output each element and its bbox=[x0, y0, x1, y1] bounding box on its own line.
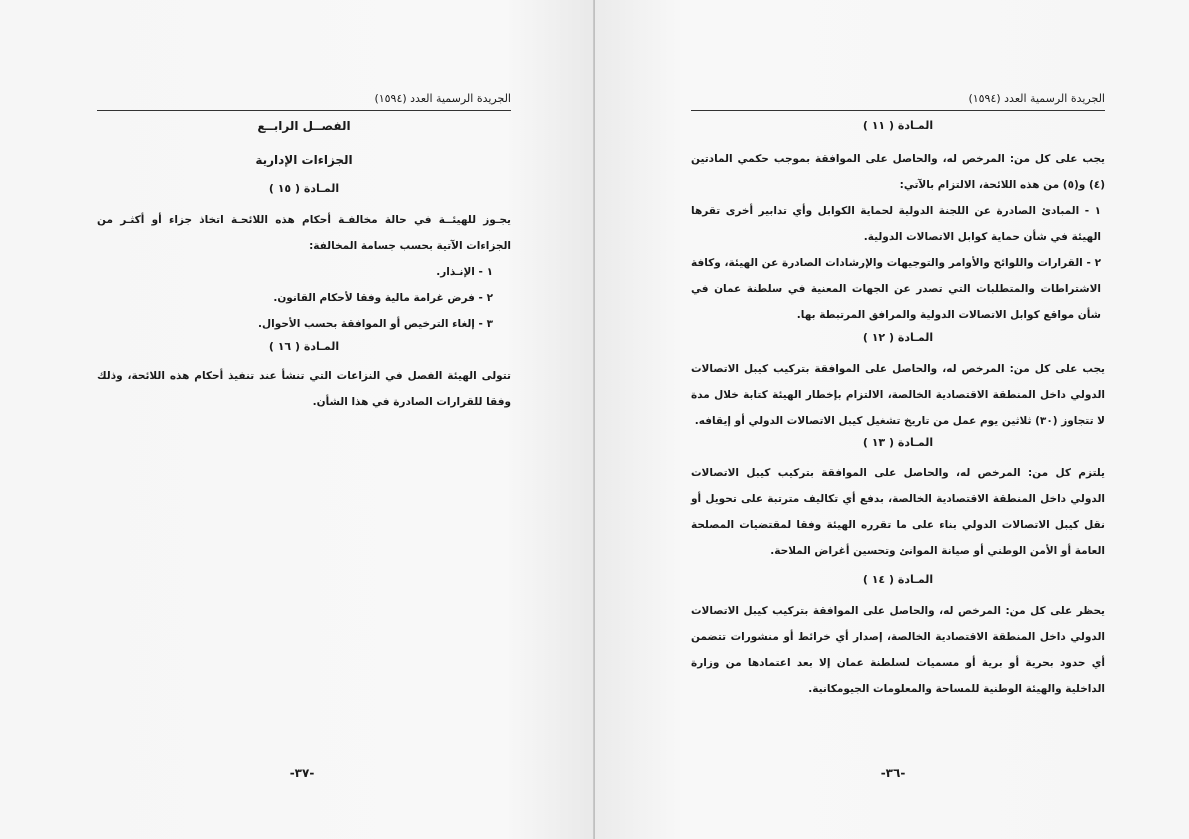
page-number: -٣٧- bbox=[289, 766, 315, 780]
article-12-text: يجب على كل من: المرخص له، والحاصل على الموافقة بتركيب كيبل الاتصالات الدولي داخل المنطقة الاقتصادية الخالصة، الالتزام بإخطار الهيئة كتابة خلال مدة لا تتجاوز (٣٠) ثلاثين يوم عمل من تاريخ تشغيل كيبل الاتصالات الدولي أو إيقافه. bbox=[691, 363, 1105, 427]
article-13-title: المـادة ( ١٣ ) bbox=[862, 436, 934, 449]
article-12-title: المـادة ( ١٢ ) bbox=[862, 331, 934, 344]
page-number: -٣٦- bbox=[880, 766, 906, 780]
article-16-title: المـادة ( ١٦ ) bbox=[268, 340, 340, 353]
chapter-title: الفصــل الرابــع bbox=[257, 119, 351, 133]
page-header: الجريدة الرسمية العدد (١٥٩٤) bbox=[97, 90, 511, 111]
article-15-item-2: ٢ - فرض غرامة مالية وفقا لأحكام القانون. bbox=[273, 292, 493, 304]
article-11-item-1: ١ - المبادئ الصادرة عن اللجنة الدولية لحماية الكوابل وأي تدابير أخرى تقرها الهيئة في شأن حماية كوابل الاتصالات الدولية. bbox=[691, 205, 1101, 243]
section-title: الجزاءات الإدارية bbox=[255, 153, 353, 167]
article-15-item-1: ١ - الإنـذار. bbox=[436, 266, 493, 278]
page-37 bbox=[0, 0, 594, 839]
article-11-item-2: ٢ - القرارات واللوائح والأوامر والتوجيهات والإرشادات الصادرة عن الهيئة، وكافة الاشتراطات والمتطلبات التي تصدر عن الجهات المعنية في سلطنة عمان في شأن مواقع كوابل الاتصالات الدولية والمرافق المرتبطة بها. bbox=[691, 257, 1101, 321]
article-11-intro: يجب على كل من: المرخص له، والحاصل على الموافقة بموجب حكمي المادتين (٤) و(٥) من هذه اللائحة، الالتزام بالآتي: bbox=[691, 153, 1105, 191]
page-content bbox=[691, 116, 1105, 702]
page-header: الجريدة الرسمية العدد (١٥٩٤) bbox=[691, 90, 1105, 111]
article-15-intro: يجـوز للهيئــة في حالة مخالفـة أحكام هذه اللائحـة اتخاذ جزاء أو أكثـر من الجزاءات الآتية بحسب جسامة المخالفة: bbox=[97, 214, 511, 252]
article-15-item-3: ٣ - إلغاء الترخيص أو الموافقة بحسب الأحوال. bbox=[258, 318, 493, 330]
page-36 bbox=[595, 0, 1189, 839]
article-11-title: المـادة ( ١١ ) bbox=[862, 119, 934, 132]
page-content bbox=[97, 116, 511, 415]
article-14-title: المـادة ( ١٤ ) bbox=[862, 573, 934, 586]
article-14-text: يحظر على كل من: المرخص له، والحاصل على الموافقة بتركيب كيبل الاتصالات الدولي داخل المنطقة الاقتصادية الخالصة، إصدار أي خرائط أو منشورات تتضمن أي حدود بحرية أو برية أو مسميات لسلطنة عمان إلا بعد اعتمادها من وزارة الداخلية والهيئة الوطنية للمساحة والمعلومات الجيومكانية. bbox=[691, 605, 1105, 695]
article-15-title: المـادة ( ١٥ ) bbox=[268, 182, 340, 195]
article-16-text: تتولى الهيئة الفصل في النزاعات التي تنشأ عند تنفيذ أحكام هذه اللائحة، وذلك وفقا للقرارات الصادرة في هذا الشأن. bbox=[97, 370, 511, 408]
article-13-text: يلتزم كل من: المرخص له، والحاصل على الموافقة بتركيب كيبل الاتصالات الدولي داخل المنطقة الاقتصادية الخالصة، بدفع أي تكاليف مترتبة على تحويل أو نقل كيبل الاتصالات الدولي بناء على ما تقرره الهيئة وفقا لمقتضيات المصلحة العامة أو الأمن الوطني أو صيانة الموانئ وتحسين أغراض الملاحة. bbox=[691, 467, 1105, 557]
